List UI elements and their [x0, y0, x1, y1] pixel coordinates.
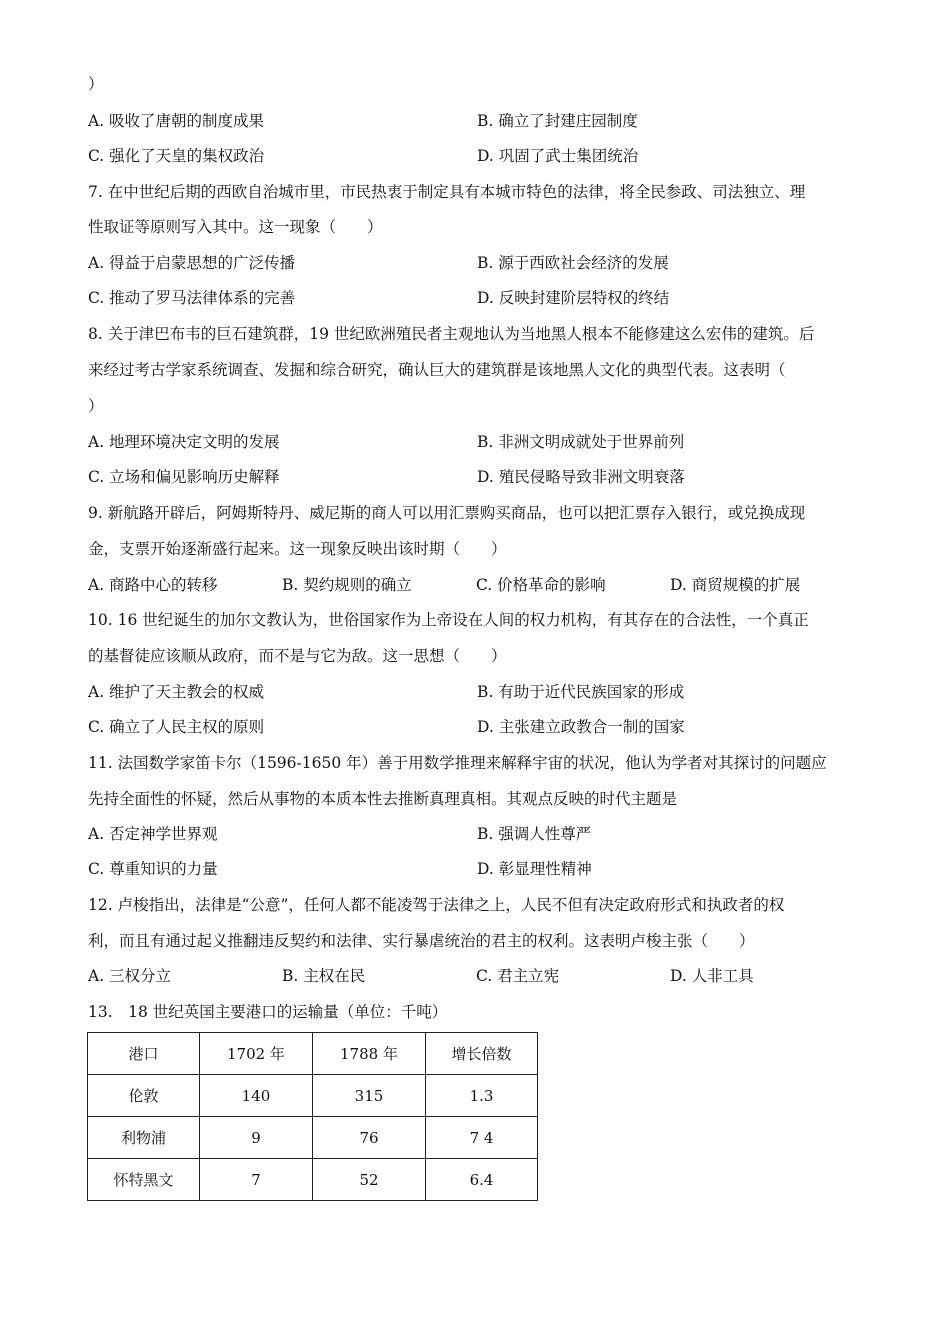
- table-cell: 1.3: [426, 1075, 538, 1117]
- q8-stem-line3: ）: [88, 397, 104, 415]
- table-cell: 9: [200, 1117, 313, 1159]
- table-row: [88, 1117, 538, 1159]
- q10-option-a[interactable]: A. 维护了天主教会的权威: [88, 683, 265, 701]
- table-cell: 76: [313, 1117, 426, 1159]
- q11-option-d[interactable]: D. 彰显理性精神: [477, 860, 592, 878]
- table-cell: 6.4: [426, 1159, 538, 1201]
- q11-stem-line1: 11. 法国数学家笛卡尔（1596-1650 年）善于用数学推理来解释宇宙的状况，他认为学者对其探讨的问题应: [88, 754, 827, 772]
- q7-option-d[interactable]: D. 反映封建阶层特权的终结: [477, 289, 670, 307]
- table-cell: 140: [200, 1075, 313, 1117]
- q6-stem-tail: ）: [88, 75, 104, 93]
- q7-stem-line2: 性取证等原则写入其中。这一现象（ ）: [88, 218, 383, 236]
- q12-option-c[interactable]: C. 君主立宪: [476, 967, 560, 985]
- q8-stem-line1: 8. 关于津巴布韦的巨石建筑群，19 世纪欧洲殖民者主观地认为当地黑人根本不能修建这么宏伟的建筑。后: [88, 325, 815, 343]
- q6-option-c[interactable]: C. 强化了天皇的集权政治: [88, 147, 265, 165]
- q7-option-a[interactable]: A. 得益于启蒙思想的广泛传播: [88, 254, 296, 272]
- q12-option-b[interactable]: B. 主权在民: [282, 967, 366, 985]
- q6-option-a[interactable]: A. 吸收了唐朝的制度成果: [88, 112, 265, 130]
- table-cell: 315: [313, 1075, 426, 1117]
- table-header-cell: 1702 年: [200, 1033, 313, 1075]
- q13-stem: 13. 18 世纪英国主要港口的运输量（单位：千吨）: [88, 1003, 448, 1021]
- q12-option-d[interactable]: D. 人非工具: [670, 967, 754, 985]
- q12-stem-line1: 12. 卢梭指出，法律是“公意”，任何人都不能凌驾于法律之上，人民不但有决定政府形式和执政者的权: [88, 896, 785, 914]
- table-header-cell: 增长倍数: [426, 1033, 538, 1075]
- q6-option-b[interactable]: B. 确立了封建庄园制度: [477, 112, 638, 130]
- q11-option-a[interactable]: A. 否定神学世界观: [88, 825, 218, 843]
- table-row: [88, 1159, 538, 1201]
- q12-option-a[interactable]: A. 三权分立: [88, 967, 172, 985]
- q8-option-b[interactable]: B. 非洲文明成就处于世界前列: [477, 433, 685, 451]
- q9-option-c[interactable]: C. 价格革命的影响: [476, 576, 606, 594]
- q11-option-b[interactable]: B. 强调人性尊严: [477, 825, 592, 843]
- q8-option-c[interactable]: C. 立场和偏见影响历史解释: [88, 468, 280, 486]
- table-cell: 怀特黑文: [88, 1159, 200, 1201]
- q11-option-c[interactable]: C. 尊重知识的力量: [88, 860, 218, 878]
- q11-stem-line2: 先持全面性的怀疑，然后从事物的本质本性去推断真理真相。其观点反映的时代主题是: [88, 790, 678, 808]
- port-transport-table: [87, 1032, 538, 1201]
- q9-option-a[interactable]: A. 商路中心的转移: [88, 576, 218, 594]
- q9-option-b[interactable]: B. 契约规则的确立: [282, 576, 412, 594]
- q9-option-d[interactable]: D. 商贸规模的扩展: [670, 576, 801, 594]
- q10-option-d[interactable]: D. 主张建立政教合一制的国家: [477, 718, 685, 736]
- table-header-cell: 港口: [88, 1033, 200, 1075]
- table-cell: 52: [313, 1159, 426, 1201]
- q6-option-d[interactable]: D. 巩固了武士集团统治: [477, 147, 639, 165]
- q12-stem-line2: 利，而且有通过起义推翻违反契约和法律、实行暴虐统治的君主的权利。这表明卢梭主张（ ）: [88, 932, 755, 950]
- q10-option-b[interactable]: B. 有助于近代民族国家的形成: [477, 683, 685, 701]
- q9-stem-line2: 金，支票开始逐渐盛行起来。这一现象反映出该时期（ ）: [88, 540, 507, 558]
- q10-stem-line2: 的基督徒应该顺从政府，而不是与它为敌。这一思想（ ）: [88, 647, 507, 665]
- table-header-row: [88, 1033, 538, 1075]
- table-row: [88, 1075, 538, 1117]
- q8-option-a[interactable]: A. 地理环境决定文明的发展: [88, 433, 280, 451]
- q7-option-c[interactable]: C. 推动了罗马法律体系的完善: [88, 289, 296, 307]
- q8-option-d[interactable]: D. 殖民侵略导致非洲文明衰落: [477, 468, 685, 486]
- table-header-cell: 1788 年: [313, 1033, 426, 1075]
- q7-stem-line1: 7. 在中世纪后期的西欧自治城市里，市民热衷于制定具有本城市特色的法律，将全民参政、司法独立、理: [88, 183, 806, 201]
- table-cell: 利物浦: [88, 1117, 200, 1159]
- q7-option-b[interactable]: B. 源于西欧社会经济的发展: [477, 254, 669, 272]
- table-cell: 7 4: [426, 1117, 538, 1159]
- q9-stem-line1: 9. 新航路开辟后，阿姆斯特丹、威尼斯的商人可以用汇票购买商品，也可以把汇票存入银行，或兑换成现: [88, 504, 806, 522]
- q10-stem-line1: 10. 16 世纪诞生的加尔文教认为，世俗国家作为上帝设在人间的权力机构，有其存在的合法性，一个真正: [88, 611, 809, 629]
- q8-stem-line2: 来经过考古学家系统调查、发掘和综合研究，确认巨大的建筑群是该地黑人文化的典型代表。这表明（: [88, 361, 786, 379]
- table-cell: 7: [200, 1159, 313, 1201]
- table-cell: 伦敦: [88, 1075, 200, 1117]
- q10-option-c[interactable]: C. 确立了人民主权的原则: [88, 718, 265, 736]
